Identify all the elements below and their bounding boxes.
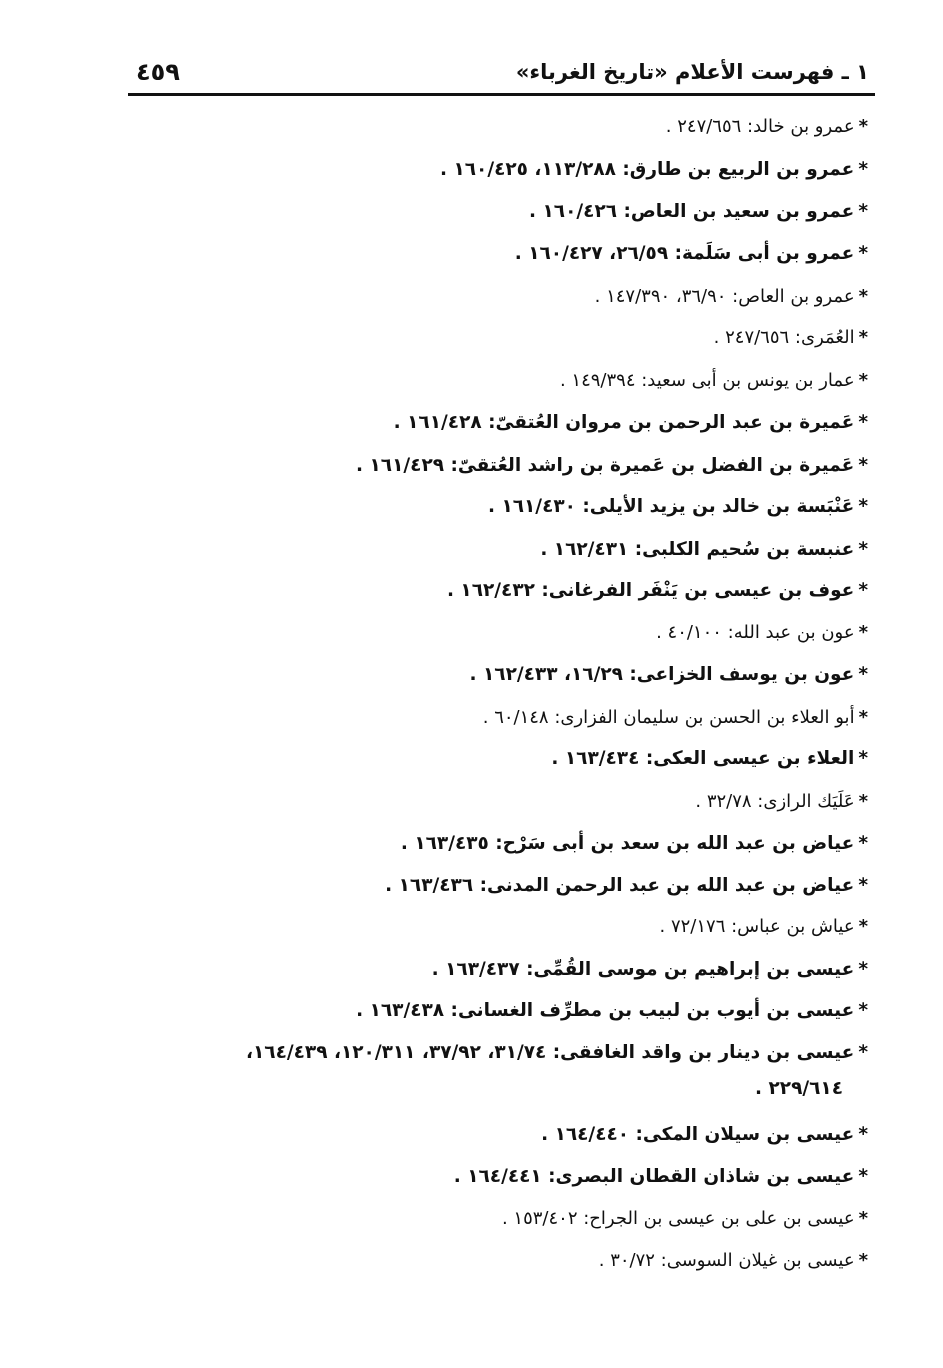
entry-text: عياض بن عبد الله بن سعد بن أبى سَرْح: ١٦٣/٤٣٥ . xyxy=(400,833,855,854)
entry-bullet: * xyxy=(858,159,868,180)
entry-text: عيسى بن دينار بن واقد الغافقى: ٣١/٧٤، ٣٧/٩٢، ١٢٠/٣١١، ١٦٤/٤٣٩، xyxy=(245,1042,855,1063)
entry-bullet: * xyxy=(858,496,868,517)
index-entry xyxy=(246,1040,868,1066)
index-entry xyxy=(714,325,868,351)
entry-text: عَنْبَسة بن خالد بن يزيد الأيلى: ١٦١/٤٣٠ . xyxy=(487,496,855,517)
entry-text: عمرو بن العاص: ٣٦/٩٠، ١٤٧/٣٩٠ . xyxy=(594,286,855,307)
index-entry xyxy=(529,199,868,225)
entry-bullet: * xyxy=(858,1000,868,1021)
entry-text: ٢٢٩/٦١٤ . xyxy=(755,1078,843,1099)
entry-text: عوف بن عيسى بن يَنْفَر الفرغانى: ١٦٢/٤٣٢ . xyxy=(446,580,855,601)
entry-text: عنبسة بن سُحيم الكلبى: ١٦٢/٤٣١ . xyxy=(540,539,855,560)
entry-text: عمار بن يونس بن أبى سعيد: ١٤٩/٣٩٤ . xyxy=(559,370,855,391)
entry-text: عَلَيَك الرازى: ٣٢/٧٨ . xyxy=(695,791,855,812)
entry-bullet: * xyxy=(858,455,868,476)
index-entry xyxy=(385,873,868,899)
entry-text: عمرو بن أبى سَلَمة: ٢٦/٥٩، ١٦٠/٤٢٧ . xyxy=(514,243,855,264)
entry-text: عيسى بن سيلان المكى: ١٦٤/٤٤٠ . xyxy=(541,1124,855,1145)
entry-text: عَميرة بن الفضل بن عَميرة بن راشد العُتقىّ: ١٦١/٤٢٩ . xyxy=(356,455,855,476)
entry-bullet: * xyxy=(858,875,868,896)
page-number: ٤٥٩ xyxy=(136,58,180,86)
index-entry xyxy=(541,1122,868,1148)
entry-text: عون بن يوسف الخزاعى: ١٦/٢٩، ١٦٢/٤٣٣ . xyxy=(469,664,855,685)
entry-bullet: * xyxy=(858,664,868,685)
entry-text: عيسى بن شاذان القطان البصرى: ١٦٤/٤٤١ . xyxy=(453,1166,855,1187)
entry-text: عمرو بن خالد: ٢٤٧/٦٥٦ . xyxy=(665,116,855,137)
entry-bullet: * xyxy=(858,412,868,433)
entry-bullet: * xyxy=(858,959,868,980)
entry-bullet: * xyxy=(858,1124,868,1145)
index-entry xyxy=(660,914,868,940)
entry-bullet: * xyxy=(858,833,868,854)
index-entry xyxy=(560,368,868,394)
index-entry xyxy=(470,662,868,688)
entry-bullet: * xyxy=(858,707,868,728)
entry-bullet: * xyxy=(858,201,868,222)
index-entry xyxy=(502,1206,868,1232)
index-entry xyxy=(551,746,868,772)
entry-bullet: * xyxy=(858,1208,868,1229)
page-title: ١ ـ فهرست الأعلام «تاريخ الغرباء» xyxy=(515,60,869,84)
entry-bullet: * xyxy=(858,1042,868,1063)
entry-bullet: * xyxy=(858,622,868,643)
entry-bullet: * xyxy=(858,370,868,391)
entry-text: عياض بن عبد الله بن عبد الرحمن المدنى: ١٦٣/٤٣٦ . xyxy=(385,875,855,896)
entry-bullet: * xyxy=(858,1166,868,1187)
index-entry xyxy=(656,620,868,646)
index-entry xyxy=(432,957,868,983)
index-entry xyxy=(599,1248,868,1274)
index-entry xyxy=(515,241,868,267)
index-entry xyxy=(440,157,868,183)
index-entry xyxy=(540,537,868,563)
index-entry xyxy=(595,284,868,310)
entry-text: عَميرة بن عبد الرحمن بن مروان العُتقىّ: ١٦١/٤٢٨ . xyxy=(393,412,855,433)
index-entry xyxy=(447,578,868,604)
index-entry xyxy=(695,789,868,815)
entry-text: العُمَرى: ٢٤٧/٦٥٦ . xyxy=(713,327,855,348)
entry-text: عمرو بن الربيع بن طارق: ١١٣/٢٨٨، ١٦٠/٤٢٥ . xyxy=(440,159,855,180)
entry-bullet: * xyxy=(858,539,868,560)
index-entry-continuation xyxy=(755,1076,843,1102)
entry-text: أبو العلاء بن الحسن بن سليمان الفزارى: ٦٠/١٤٨ . xyxy=(482,707,855,728)
entry-bullet: * xyxy=(858,286,868,307)
entry-bullet: * xyxy=(858,791,868,812)
index-entry xyxy=(356,998,868,1024)
entry-bullet: * xyxy=(858,916,868,937)
entry-bullet: * xyxy=(858,748,868,769)
entry-bullet: * xyxy=(858,580,868,601)
entry-bullet: * xyxy=(858,1250,868,1271)
entry-text: عيسى بن أيوب بن لبيب بن مطرِّف الغسانى: ١٦٣/٤٣٨ . xyxy=(356,1000,855,1021)
index-entry xyxy=(454,1164,868,1190)
index-entry xyxy=(401,831,868,857)
entry-text: العلاء بن عيسى العكى: ١٦٣/٤٣٤ . xyxy=(551,748,855,769)
entry-text: عياش بن عباس: ٧٢/١٧٦ . xyxy=(659,916,855,937)
entry-text: عيسى بن على بن عيسى بن الجراح: ١٥٣/٤٠٢ . xyxy=(501,1208,855,1229)
entry-text: عون بن عبد الله: ٤٠/١٠٠ . xyxy=(656,622,855,643)
index-entry xyxy=(666,114,868,140)
entry-bullet: * xyxy=(858,116,868,137)
entry-text: عيسى بن إبراهيم بن موسى القُمِّى: ١٦٣/٤٣٧ . xyxy=(431,959,855,980)
index-entry xyxy=(394,410,868,436)
index-entry xyxy=(483,705,868,731)
entry-text: عمرو بن سعيد بن العاص: ١٦٠/٤٢٦ . xyxy=(529,201,855,222)
index-entry xyxy=(488,494,868,520)
index-entry xyxy=(356,453,868,479)
entry-bullet: * xyxy=(858,327,868,348)
entry-bullet: * xyxy=(858,243,868,264)
entry-text: عيسى بن غيلان السوسى: ٣٠/٧٢ . xyxy=(598,1250,855,1271)
